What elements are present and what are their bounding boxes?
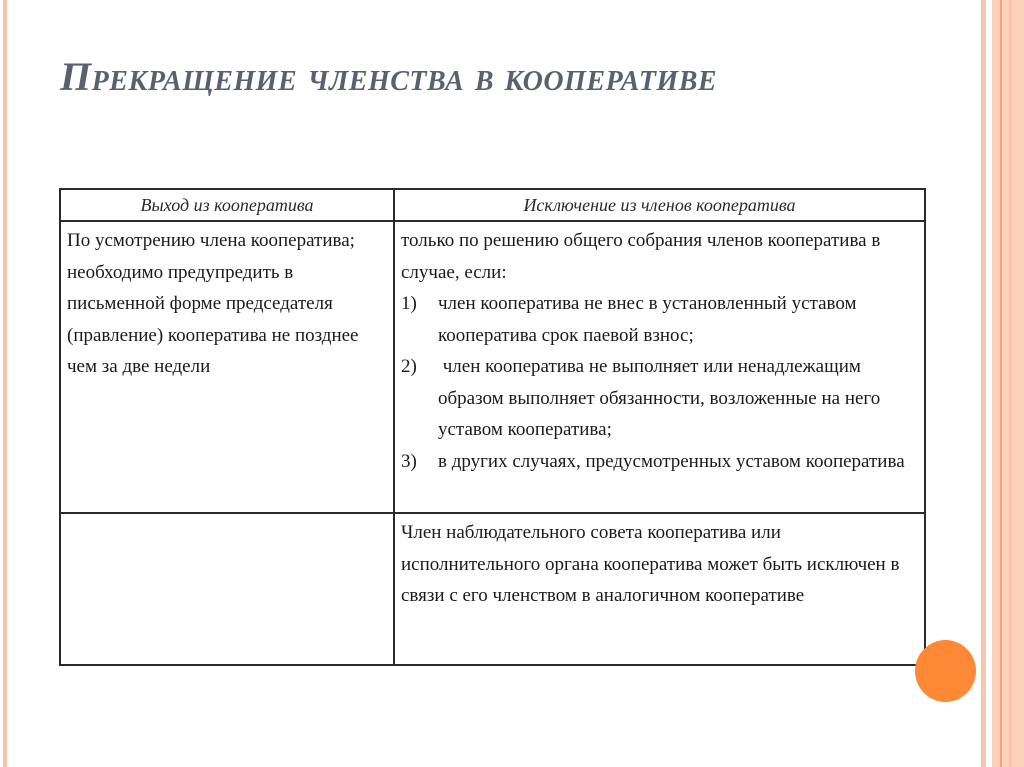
comparison-table — [59, 188, 926, 666]
table-cell — [60, 221, 394, 513]
list-text: член кооператива не выполняет или ненадлежащим образом выполняет обязанности, возложенные на него уставом кооператива; — [438, 356, 885, 440]
stripe — [1000, 0, 1002, 767]
list-number: 2) — [401, 356, 417, 377]
slide-title: Прекращение членства в кооперативе — [60, 54, 718, 99]
list-text: член кооператива не внес в установленный уставом кооператива срок паевой взнос; — [438, 293, 857, 346]
table-cell-empty — [60, 513, 394, 665]
list-item — [401, 351, 918, 446]
list-number: 3) — [401, 450, 417, 472]
table-cell — [394, 221, 925, 513]
withdrawal-text: По усмотрению члена кооператива; необходимо предупредить в письменной форме председателя (правление) кооператива не позднее чем за две недели — [67, 230, 359, 377]
list-item — [401, 288, 918, 351]
list-item — [401, 446, 918, 478]
list-number: 1) — [401, 293, 417, 314]
expulsion-conditions-list — [401, 288, 918, 477]
left-decorative-stripe — [3, 0, 7, 767]
board-member-expulsion-text: Член наблюдательного совета кооператива или исполнительного органа кооператива может быть исключен в связи с его членством в аналогичном кооперативе — [401, 522, 900, 606]
table-cell — [394, 513, 925, 665]
table-header-row — [60, 189, 925, 221]
stripe — [992, 0, 1024, 767]
stripe — [1009, 0, 1012, 767]
table-row — [60, 221, 925, 513]
header-expulsion: Исключение из членов кооператива — [394, 189, 925, 221]
list-text: в других случаях, предусмотренных уставом кооператива — [438, 450, 905, 472]
stripe — [981, 0, 986, 767]
table-row — [60, 513, 925, 665]
expulsion-intro: только по решению общего собрания членов кооператива в случае, если: — [401, 230, 881, 283]
header-withdrawal: Выход из кооператива — [60, 189, 394, 221]
right-decorative-stripes — [981, 0, 1024, 767]
decorative-orange-circle — [915, 640, 976, 702]
